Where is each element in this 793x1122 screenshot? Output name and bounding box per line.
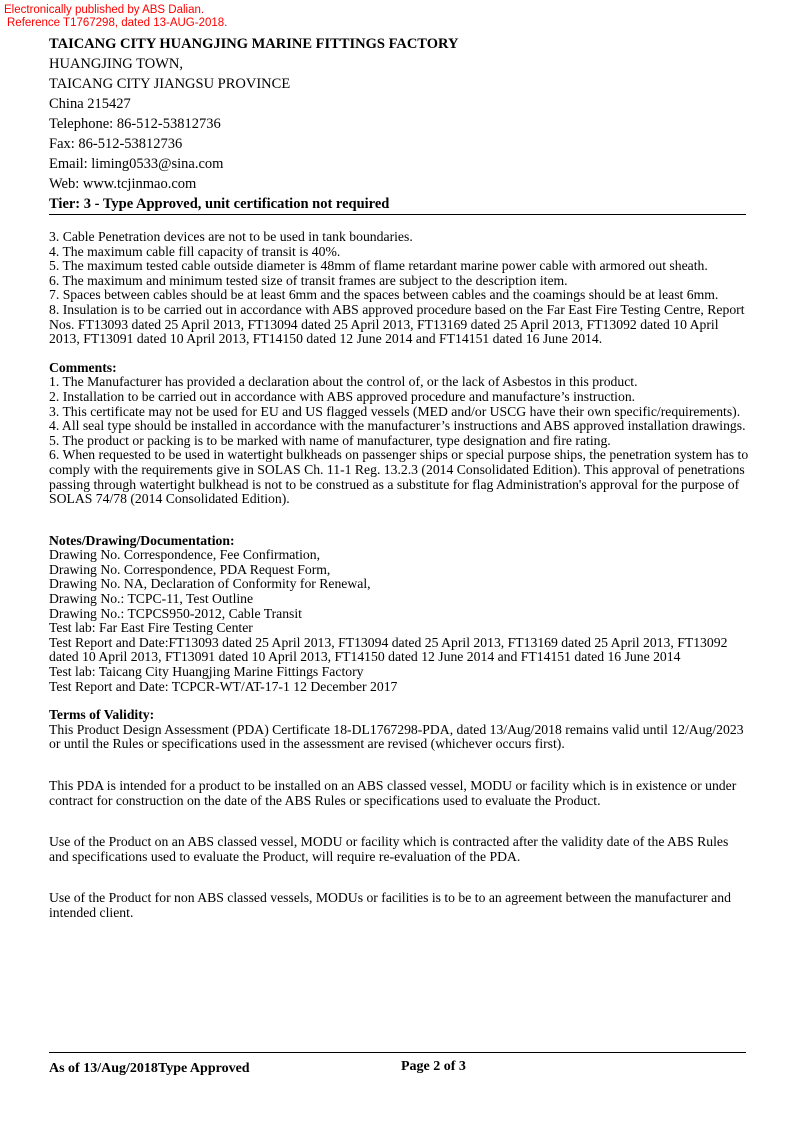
note-item: Drawing No. Correspondence, PDA Request Form, bbox=[49, 561, 331, 577]
condition-item: 3. Cable Penetration devices are not to be used in tank boundaries. bbox=[49, 229, 413, 244]
page-footer bbox=[49, 1061, 746, 1081]
fax: Fax: 86-512-53812736 bbox=[49, 136, 183, 152]
header-divider bbox=[49, 214, 746, 215]
condition-item: 6. The maximum and minimum tested size of transit frames are subject to the description item. bbox=[49, 272, 568, 288]
page-number: Page 2 of 3 bbox=[401, 1059, 466, 1074]
website: Web: www.tcjinmao.com bbox=[49, 176, 197, 192]
note-item: Test Report and Date:FT13093 dated 25 April 2013, FT13094 dated 25 April 2013, FT13169 dated 25 April 2013, FT13092 dated 10 April 2013, FT13091 dated 10 April 2013, FT14150 dated 12 June 2014 and FT14151 dated 16 June 2014 bbox=[49, 634, 728, 665]
note-item: Test lab: Taicang City Huangjing Marine Fittings Factory bbox=[49, 664, 364, 680]
comments-section bbox=[49, 361, 749, 507]
electronic-publication-stamp bbox=[4, 4, 227, 30]
validity-paragraph: Use of the Product on an ABS classed vessel, MODU or facility which is contracted after the validity date of the ABS Rules and specifications used to evaluate the Product, will require re-evaluation of the PDA. bbox=[49, 834, 729, 864]
comment-item: 2. Installation to be carried out in accordance with ABS approved procedure and manufacture’s instruction. bbox=[49, 388, 636, 404]
notes-title: Notes/Drawing/Documentation: bbox=[49, 532, 235, 548]
condition-item: 4. The maximum cable fill capacity of transit is 40%. bbox=[49, 243, 341, 259]
comment-item: 5. The product or packing is to be marked with name of manufacturer, type designation and fire rating. bbox=[49, 432, 611, 448]
company-name: TAICANG CITY HUANGJING MARINE FITTINGS FACTORY bbox=[49, 36, 459, 52]
comment-item: 3. This certificate may not be used for EU and US flagged vessels (MED and/or USCG have their own specific/requirements). bbox=[49, 403, 741, 419]
validity-paragraph: Use of the Product for non ABS classed vessels, MODUs or facilities is to be to an agreement between the manufacturer and intended client. bbox=[49, 890, 731, 920]
validity-section bbox=[49, 708, 749, 920]
comment-item: 6. When requested to be used in watertight bulkheads on passenger ships or special purpose ships, the penetration system has to comply with the requirements give in SOLAS Ch. 11-1 Reg. 13.2.3 (2014 Consolidated Edition). This approval of penetrations passing through watertight bulkhead is not to be construed as a substitute for flag Administration's approval for the purpose of SOLAS 74/78 (2014 Consolidated Edition). bbox=[49, 447, 749, 507]
telephone: Telephone: 86-512-53812736 bbox=[49, 116, 221, 132]
comment-item: 1. The Manufacturer has provided a declaration about the control of, or the lack of Asbestos in this product. bbox=[49, 374, 638, 390]
comments-title: Comments: bbox=[49, 359, 117, 375]
validity-paragraph: This PDA is intended for a product to be installed on an ABS classed vessel, MODU or facility which is in existence or under contract for construction on the date of the ABS Rules or specifications used to evaluate the Product. bbox=[49, 778, 737, 808]
validity-title: Terms of Validity: bbox=[49, 707, 155, 723]
note-item: Drawing No.: TCPCS950-2012, Cable Transit bbox=[49, 605, 302, 621]
footer-status: As of 13/Aug/2018Type Approved bbox=[49, 1061, 250, 1076]
note-item: Drawing No. NA, Declaration of Conformity for Renewal, bbox=[49, 576, 371, 592]
stamp-line-1: Electronically published by ABS Dalian. bbox=[4, 4, 205, 16]
address-line-2: TAICANG CITY JIANGSU PROVINCE bbox=[49, 76, 291, 92]
document-body bbox=[49, 230, 749, 921]
condition-item: 7. Spaces between cables should be at least 6mm and the spaces between cables and the coamings should be at least 6mm. bbox=[49, 287, 719, 303]
stamp-line-2: Reference T1767298, dated 13-AUG-2018. bbox=[7, 17, 228, 29]
conditions-list bbox=[49, 230, 749, 347]
note-item: Drawing No.: TCPC-11, Test Outline bbox=[49, 591, 254, 607]
country-postcode: China 215427 bbox=[49, 96, 131, 112]
note-item: Test Report and Date: TCPCR-WT/AT-17-1 12 December 2017 bbox=[49, 678, 398, 694]
condition-item: 8. Insulation is to be carried out in accordance with ABS approved procedure based on the Far East Fire Testing Centre, Report Nos. FT13093 dated 25 April 2013, FT13094 dated 25 April 2013, FT13169 dated 25 April 2013, FT13092 dated 10 April 2013, FT13091 dated 10 April 2013, FT14150 dated 12 June 2014 and FT14151 dated 16 June 2014. bbox=[49, 301, 745, 347]
note-item: Drawing No. Correspondence, Fee Confirmation, bbox=[49, 547, 321, 563]
comment-item: 4. All seal type should be installed in accordance with the manufacturer’s instructions and ABS approved installation drawings. bbox=[49, 418, 746, 434]
email: Email: liming0533@sina.com bbox=[49, 156, 224, 172]
tier-line: Tier: 3 - Type Approved, unit certification not required bbox=[49, 196, 390, 212]
note-item: Test lab: Far East Fire Testing Center bbox=[49, 620, 253, 636]
notes-section bbox=[49, 534, 749, 695]
condition-item: 5. The maximum tested cable outside diameter is 48mm of flame retardant marine power cable with armored out sheath. bbox=[49, 258, 708, 274]
address-line-1: HUANGJING TOWN, bbox=[49, 56, 183, 72]
footer-divider bbox=[49, 1052, 746, 1053]
validity-paragraph: This Product Design Assessment (PDA) Certificate 18-DL1767298-PDA, dated 13/Aug/2018 remains valid until 12/Aug/2023 or until the Rules or specifications used in the assessment are revised (whichever occurs first). bbox=[49, 721, 744, 752]
manufacturer-header bbox=[49, 34, 746, 214]
